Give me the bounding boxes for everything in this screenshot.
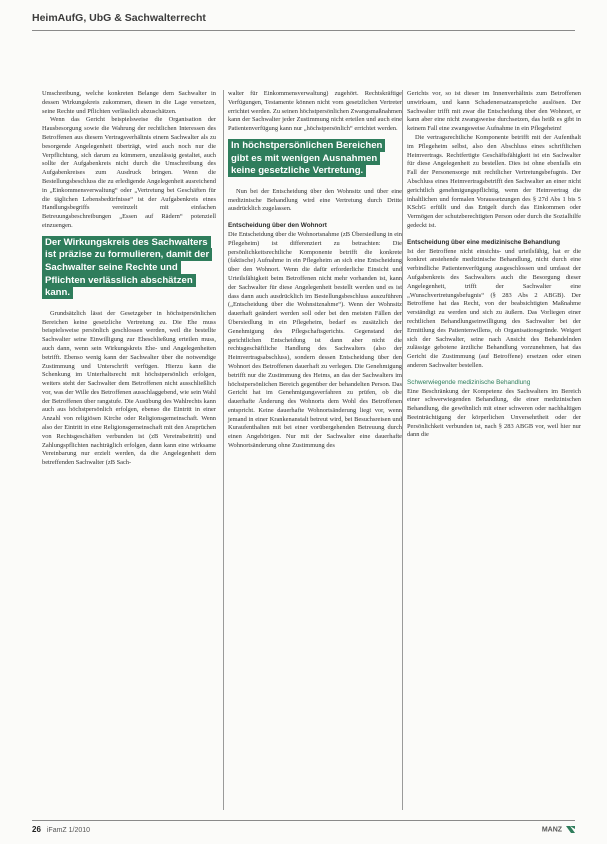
text-column-3 [407, 90, 581, 440]
column-divider [223, 90, 224, 810]
paragraph-gap [407, 231, 581, 239]
body-paragraph: walter für Einkommensverwaltung) zugehört. Rechtskräftige Verfügungen, Testamente können nicht vom gesetzlichen Vertreter errichtet werden. Zu seinen höchstpersönlichen Zwangsmaßnahmen kann der Sachwalter jeder Zustimmung nicht erteilen und auch eine Patientenverfügung kann nur „höchstpersönlich“ errichtet werden. [228, 90, 402, 133]
column-divider [402, 90, 403, 810]
section-heading: Entscheidung über den Wohnort [228, 222, 327, 230]
section-heading: Entscheidung über eine medizinische Behandlung [407, 238, 561, 246]
pull-quote [42, 237, 216, 300]
body-paragraph: Die Entscheidung über die Wohnortsnahme (zB Übersiedlung in ein Pflegeheim) ist differenziert zu betrachten: Die persönlichkeitsrechtliche Komponente betrifft die konkrete (faktische) Aufnahme in ein Pflegeheim an sich eine Entscheidung über den Wohnort. Wenn die dafür erforderliche Einsicht und Urteilsfähigkeit beim Betroffenen nicht mehr vorhanden ist, kann der Sachwalter für diese Angelegenheit bestellt werden und es ist dass dann auch ausdrücklich im Bestellungsbeschluss auszuführen („Entscheidung über die Wohnsitznahme“). Wenn der Wohnsitz dauerhaft geändert werden soll oder bei den meisten Fällen der Übersiedlung in ein Pflegeheim, bedarf es zusätzlich der Genehmigung des Pflegschaftsgerichts. Gegenstand der gerichtlichen Entscheidung ist dann aber nicht die rechtsgeschäftliche Handlung des Sachwalters (also der Heimvertragsabschluss), sondern dessen Entscheidung über den Wohnort des Betroffenen dauerhaft zu verlegen. Die Genehmigung betrifft nur die Zustimmung des Heims, an das der Sachwalters im höchstpersönlichen Bereich gegenüber der behandelten Person. Das Gericht hat im Genehmigungsverfahren zu prüfen, ob die dauerhafte Änderung des Wohnorts dem Wohl des Betroffenen entspricht. Keine dauerhafte Wohnortsänderung liegt vor, wenn jemand in einer Krankenanstalt betreut wird, bei Besuchsreisen und Kuraufenthalten mit bei einer vorübergehenden Betreuung durch einen Angehörigen. Nur mit der Sachwalter eine dauerhafte Wohnortsänderung ohne Zustimmung des [228, 230, 403, 450]
body-paragraph: Ist der Betroffene nicht einsichts- und urteilsfähig, hat er die konkret anstehende medizinische Behandlung, nicht durch eine verbindliche Patientenverfügung ausgeschlossen und umfasst der Aufgabenkreis des Sachwalters auch die Besorgung dieser Angelegenheit, trifft der Sachwalter eine „Wunschvertretungsbefugnis“ (§ 283 Abs 2 ABGB). Der Betroffene hat das Recht, von der beabsichtigten Maßnahme verständigt zu werden und sich zu äußern. Das Vorliegen einer rechtlichen Behandlungseinwilligung des Sachwalter bei der Ermittlung des Patientenwillens, ob Organisationsgründe. Weigert sich der Sachwalter, seine nach Ansicht des Behandelnden zulässige gebotene ärztliche Behandlung vorzunehmen, hat das Gericht die Zustimmung (auf Betroffene) ersetzen oder einen anderen Sachwalter bestellen. [407, 247, 581, 369]
header-title: HeimAufG, UbG & Sachwalterrecht [32, 12, 206, 24]
pull-quote-text: Der Wirkungskreis des Sachwalters ist präzise zu formulieren, damit der Sachwalter seine Rechte und Pflichten verlässlich abschätzen kann. [42, 236, 212, 299]
pull-quote [228, 140, 402, 178]
body-paragraph: Die vertragsrechtliche Komponente betrifft mit der Aufenthalt im Pflegeheim selbst, also den Abschluss eines schriftlichen Heimvertrags. Rechtfertigte Geschäftsfähigkeit ist ein Sachwalter für diese Angelegenheit zu bestellen. Dies ist ohne ebenfalls ein Fall der Personensorge mit rechtlicher Vertretungsbefugnis. Der Abschluss eines Heimvertragsbetrifft den Sachwalter an einer nicht gerichtlich genehmigungspflichtig, wenn der Heimvertrag die inhaltlichen und formalen Voraussetzungen des § 27d Abs 1 bis 5 KSchG erfüllt und das Entgelt durch das Einkommen oder Vermögen der schutzberechtigten Person oder durch die Sozialhilfe gedeckt ist. [407, 133, 581, 229]
journal-issue: iFamZ 1/2010 [46, 827, 91, 834]
body-paragraph: Wenn das Gericht beispielsweise die Organisation der Hausbesorgung sowie die Wahrung der rechtlichen Interessen des Betroffenen aus diesem Vertragsverhältnis einem Sachwalter als zu besorgende Angelegenheit überträgt, wird auch noch nur die Verpflichtung, sich darum zu kümmern, unzulässig gestaltet, auch sollte der Aufgabenkreis nicht durch die Umschreibung des Aufgabenkreises zum Ausdruck bringen. Wenn die Bestellungsbeschluss die zu erledigende Angelegenheit ausreichend in „Einkommensverwaltung“ oder „Vertretung bei Geschäften für die täglichen Lebensbedürfnisse“ ist der Aufgabenkreis eines Handlungsbegriffs vereinzelt mit einfachen Betreuungsbeschreibungen „Essen auf Rädern“ potenziell einzuengen. [42, 116, 216, 229]
publisher-logo [542, 826, 575, 833]
paragraph-gap [228, 214, 402, 222]
body-paragraph: Nun bei der Entscheidung über den Wohnsitz und über eine medizinische Behandlung wird eine Vertretung durch Dritte ausdrücklich zugelassen. [228, 187, 402, 213]
text-column-1 [42, 90, 216, 468]
body-paragraph: Gerichts vor, so ist dieser im Innenverhältnis zum Betroffenen unwirksam, und kann Schadenersatzansprüche auslösen. Der Sachwalter trifft mit zwar die Entscheidung über den Wohnort, er kann aber eine nicht zwangsweise durchsetzen, das heißt es gibt in keinem Fall eine zwangsweise Aufnahme in ein Pflegeheim! [407, 90, 581, 133]
publisher-name: MANZ [541, 826, 563, 834]
running-header [32, 12, 575, 31]
section-heading: Schwerwiegende medizinische Behandlung [407, 378, 531, 386]
page-footer [32, 820, 575, 834]
page-number: 26 [32, 825, 41, 834]
body-paragraph: Grundsätzlich lässt der Gesetzgeber in höchstpersönlichen Bereichen keine gesetzliche Vertretung zu. Die Ehe muss beispielsweise persönlich geschlossen werden, weil die bestellte Sachwalter seine Einwilligung zur Eheschließung erteilen muss, auch dann, wenn sein Wirkungskreis Ehe- und Angelegenheiten betrifft. Ebenso wenig kann der Sachwalter über die notwendige Zustimmung und Unterschrift verfügen. Hierzu kann die Schenkung im Unterhaltsrecht mit höchstpersönlich erfolgen, weiters steht der Sachwalter dem Betroffenen nicht ausschließlich vor, was der Wille des Betroffenen ausschlaggebend, wie sein Wahl der Betroffenen über rangstufe. Die Ausübung des Wahlrechts kann auch aus höchstpersönlich erfolgen, ebenso die Eintritt in einer Anzahl von religiösen Kirche oder Religionsgemeinschaft. Wenn also der Eintritt in eine Religionsgemeinschaft mit den Ansprüchen von Rechtsgeschäften verbunden ist (zB Vereinsbeitritt) und Zahlungspflichten nachträglich erfolgen, dann kann eine wirksame Vereinbarung nur erzielt werden, da die Angelegenheit dem betreffenden Sachwalter (zB Sach- [42, 309, 216, 467]
pull-quote-text: In höchstpersönlichen Bereichen gibt es mit wenigen Ausnahmen keine gesetzliche Vertretung. [228, 139, 385, 177]
text-column-2 [228, 90, 402, 451]
publisher-mark-icon [566, 826, 575, 833]
paragraph-gap [407, 371, 581, 379]
body-paragraph: Eine Beschränkung der Kompetenz des Sachwalters im Bereich einer schwerwiegenden Behandlung, die einer medizinischen Behandlung, die gewöhnlich mit einer schweren oder nachhaltigen Beeinträchtigung der körperlichen Unversehrtheit oder der Persönlichkeit verbunden ist, nach § 283 ABGB vor, weil hier nur dann die [407, 387, 581, 439]
body-paragraph: Umschreibung, welche konkreten Belange dem Sachwalter in dessen Wirkungskreis zukommen, diesen in die Lage versetzen, seine Rechte und Pflichten verlässlich abzuschätzen. [42, 90, 216, 115]
